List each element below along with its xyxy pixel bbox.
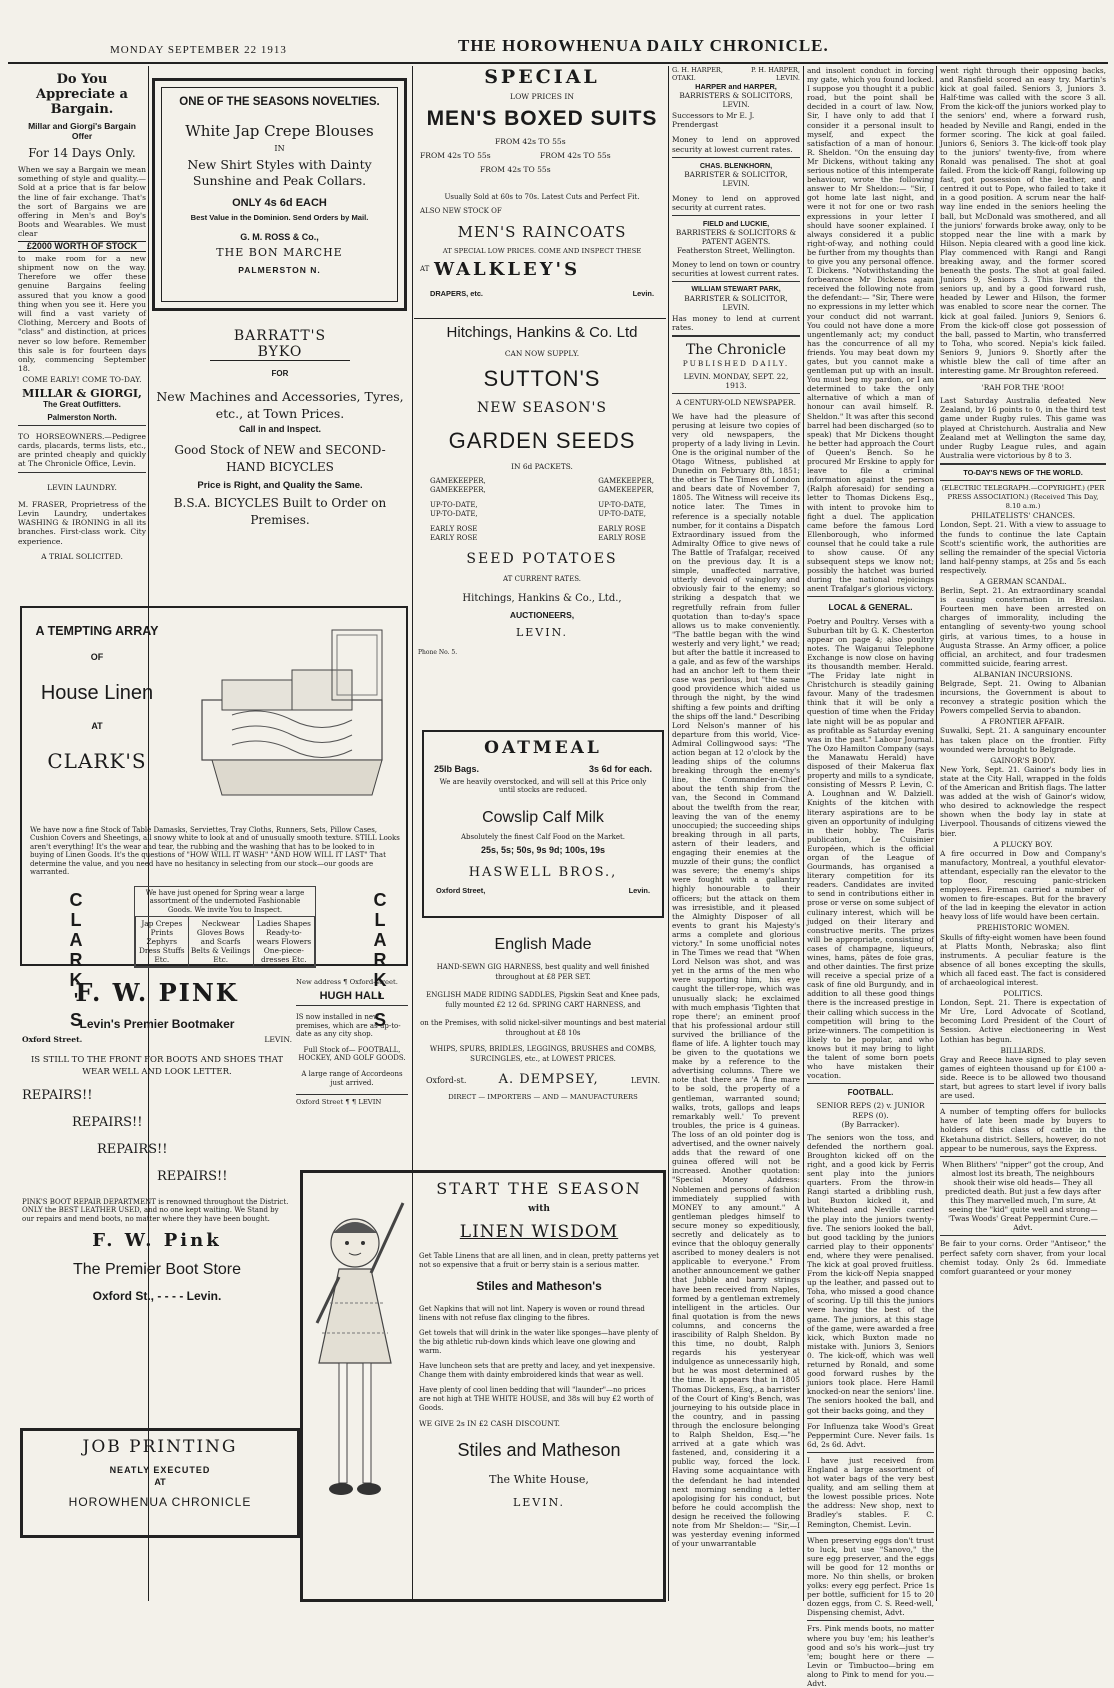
variety: EARLY ROSE	[430, 525, 478, 533]
clarks-opened: We have just opened for Spring wear a large assortment of the undernoted Fashionable Goods. We invite You to Inspect.	[145, 889, 305, 914]
politics-body: London, Sept. 21. There is expectation of Mr Ure, Lord Advocate of Scotland, becoming Lord President of the Court of Session. Active electioneering in West Lothian has begun.	[940, 998, 1106, 1044]
frontier-body: Suwalki, Sept. 21. A sanguinary encounter has taken place on the frontier. Fifty wounded were brought to Belgrade.	[940, 726, 1106, 754]
walkley-price: FROM 42s TO 55s	[495, 137, 566, 146]
walkley-suits: MEN'S BOXED SUITS	[426, 107, 658, 130]
clarks-goods-table	[135, 916, 315, 967]
prehistoric-head: PREHISTORIC WOMEN.	[976, 923, 1070, 933]
dempsey-foot: DIRECT — IMPORTERS — AND — MANUFACTURERS	[448, 1093, 638, 1101]
variety: EARLY ROSE	[430, 534, 478, 542]
frontier-head: A FRONTIER AFFAIR.	[981, 717, 1065, 727]
hitchings-garden: GARDEN SEEDS	[448, 428, 636, 453]
millar-town: Palmerston North.	[47, 412, 117, 422]
philatelists-head: PHILATELISTS' CHANCES.	[971, 511, 1075, 521]
chronicle-date: LEVIN. MONDAY, SEPT. 22, 1913.	[683, 372, 789, 391]
job-line3: AT	[154, 1477, 166, 1487]
girl-illustration	[305, 1193, 423, 1543]
football-body: The seniors won the toss, and defended the northern goal. Broughton kicked off on the right, and a good kick by Ferris sent play into the juniors quarters. From the throw-in Rangi started a dribbling rush, but Buxton kicked it, and Whitehead and Neville carried the play into the juniors twenty-five. The seniors looked the ball, but good tackling by the juniors carried play to their opponents' end, where they were penalised. The kick at goal proved fruitless. From the kick-off Nepia snapped up the leather, and passed out to Toha, who missed a good chance of scoring. Up till this the juniors were having the best of the game. The juniors, at this stage of the game, were awarded a free kick, which Buxton made no mistake with. Juniors 3, Seniors 0. The kick-off, which was well returned by Ronald, and some good forward rushes by the juniors took place. Here Hamil knocked-on near the seniors' line. The seniors hooked the ball, and got their backs going, and they	[807, 1132, 934, 1415]
blenkhorn-name: CHAS. BLENKHORN,	[699, 160, 773, 170]
byko-line4: B.S.A. BICYCLES Built to Order on Premises.	[173, 496, 387, 527]
pink-ad	[22, 978, 292, 1408]
masthead-title: THE HOROWHENUA DAILY CHRONICLE.	[458, 36, 829, 55]
walkley-drapers: DRAPERS, etc.	[430, 289, 483, 298]
billiards-body: Gray and Reece have signed to play seven games of eighteen thousand up for £100 a-side. Reece is to be allowed two thousand start, but agrees to start level if ivory balls are used.	[940, 1054, 1106, 1101]
stiles-content	[419, 1179, 659, 1509]
hitchings-seed: SEED POTATOES	[466, 551, 618, 567]
hitchings-auctioneers: AUCTIONEERS,	[509, 610, 575, 620]
stiles-town: LEVIN.	[512, 1496, 566, 1510]
bullocks-item: A number of tempting offers for bullocks have of late been made by buyers to holders of this class of cattle in the Eketahuna district. Sellers, however, do not appear to be numerous, says the Express.	[940, 1107, 1106, 1153]
hughhall-body-1: IS now installed in new premises, which are as up-to-date as any city shop.	[296, 1013, 401, 1039]
laundry-body: M. FRASER, Proprietress of the Levin Laundry, undertakes WASHING & IRONING in all its branches. First-class work. City experience.	[18, 499, 146, 546]
hughhall-addr: New address ¶ Oxford-street.	[296, 978, 398, 986]
hitchings-town: LEVIN.	[515, 626, 569, 639]
job-printing-ad	[20, 1428, 300, 1538]
pink-premier: The Premier Boot Store	[72, 1261, 242, 1279]
walkley-town: Levin.	[632, 289, 654, 298]
byko-ad	[155, 328, 405, 593]
pink-repairs-4: REPAIRS!!	[157, 1169, 228, 1184]
chronicle-daily: PUBLISHED DAILY.	[682, 359, 790, 369]
park-name: WILLIAM STEWART PARK,	[691, 285, 781, 293]
ross-shop: THE BON MARCHE	[216, 246, 343, 259]
harper-left: G. H. HARPER, OTAKI.	[672, 66, 723, 82]
world-news-wire: (ELECTRIC TELEGRAPH.—COPYRIGHT.) (PER PRESS ASSOCIATION.) (Received This Day, 8.10 a.m.)	[941, 484, 1105, 511]
plucky-body: A fire occurred in Dow and Company's manufactory, Montreal, a youthful elevator-attendant, especially ran the elevator to the top floor, rescuing panic-stricken employees. Fireman carried a number of women to fire-escapes. But for the bravery of the lad in keeping the elevator in action heavy loss of life would have been certain.	[940, 848, 1106, 922]
ross-line1: White Jap Crepe Blouses	[185, 122, 374, 140]
hitchings-name-2: Hitchings, Hankins & Co., Ltd.,	[462, 593, 622, 604]
pink-address	[22, 1035, 292, 1044]
stiles-name: Stiles and Matheson's	[476, 1279, 602, 1294]
stiles-start: START THE SEASON	[436, 1179, 642, 1198]
politics-head: POLITICS.	[1003, 989, 1043, 999]
chronicle-title: The Chronicle	[685, 342, 787, 359]
park-role: BARRISTER & SOLICITOR, LEVIN.	[684, 293, 788, 312]
football-continued: went right through their opposing backs, and Ransfield scored an easy try. Martin's kick at goal failed. Seniors 3, Juniors 3. Half-time was called with the score 3 all. From the kick-off the juniors worked play to the seniors' end, where a forward rush, headed by Neville and Rangi, ended in the former scoring. The kick at goal failed. Juniors 6, Seniors 3. The kick-off took play to the juniors' twenty-five, from where Ronald was penalised. The shot at goal failed. From the kick-off Rangi, following up fast, got possession of the leather, and centred it out to Pope, who failed to take it in a good position. A scrum near the half-way line ended in the seniors heeling the ball, but McDonald was smothered, and all the juniors' forwards broke away, only to be stopped near the line with a mark by Hilson. Nepia cleared with a good line kick. Play commenced with Rangi and Rangi breaking away, and the former scored beneath the posts. The shot at goal failed. Juniors 9, Seniors 3. This livened the seniors up, and by a good forward rush, headed by Lewer and Hilson, the former was enabled to score near the corner. The kick at goal failed. Juniors 9, Seniors 6. From the kick-off close got possession of the ball, passed to Martin, who transferred to Toha, who scored. Nepia's kick failed. Seniors 9, Juniors 9. Shortly after the whistle blew the call of time after an interesting game. Mr Broughton refereed.	[940, 66, 1106, 376]
stiles-body-3: Get towels that will drink in the water like sponges—have plenty of the big athletic rub-down kinds which leave one glowing and warm.	[419, 1329, 659, 1355]
haswell-street: Oxford Street,	[436, 885, 486, 895]
dempsey-body-3: on the Premises, with solid nickel-silver mountings and best material throughout at £8 10s	[420, 1019, 666, 1037]
haswell-bags: 25lb Bags.	[434, 764, 480, 774]
linen-illustration	[182, 620, 402, 820]
ross-best: Best Value in the Dominion. Send Orders by Mail.	[190, 213, 369, 222]
millar-giorgi-ad	[18, 72, 146, 572]
pink-repairs-1: REPAIRS!!	[22, 1088, 93, 1103]
advt-influenza: For Influenza take Wood's Great Peppermint Cure. Never fails. 1s 6d, 2s 6d. Advt.	[807, 1421, 934, 1449]
advt-remington: I have just received from England a large assortment of hot water bags of the very best quality, and am selling them at the lowest possible prices. Note the address: New shop, next to Bradley's stables. F. C. Remington, Chemist. Levin.	[807, 1455, 934, 1529]
byko-line1: New Machines and Accessories, Tyres, etc., at Town Prices.	[156, 389, 404, 421]
harper-right: P. H. HARPER, LEVIN.	[750, 66, 800, 82]
masthead	[0, 0, 1114, 64]
park-money: Has money to lend at current rates.	[672, 313, 800, 333]
job-line2: NEATLY EXECUTED	[109, 1465, 211, 1475]
stiles-discount: WE GIVE 2s IN £2 CASH DISCOUNT.	[419, 1419, 560, 1429]
walkley-price: FROM 42s TO 55s	[480, 165, 551, 174]
dempsey-town: LEVIN.	[630, 1076, 660, 1085]
scandal-body: Berlin, Sept. 21. An extraordinary scandal is causing consternation in Breslau. Fourteen men have been arrested on charges of immorality, including the entangling of seventy-two young school girls, at various times, to a house in Augusta Strasse. An Army officer, a police official, an architect, and four tradesmen committed suicide, fearing arrest.	[940, 586, 1106, 668]
variety: UP-TO-DATE,	[430, 501, 478, 509]
hitchings-name: Hitchings, Hankins & Co. Ltd	[446, 324, 638, 341]
news-body: We have had the pleasure of perusing at leisure two copies of very old newspapers, the property of a lady living in Levin. One is the original number of the Otago Witness, published at Dunedin on February 8th, 1851; the other is The Times of London and bears date of November 7, 1805. The Witness will receive its notice later. The Times in reference is a specially notable number, for it contains a Dispatch Extraordinary issued from the Admiralty Office to give news of The Battle of Trafalgar, received on the previous day. It is a simple, unaffected narrative, utterly devoid of vainglory and obviously fair to the enemy; so striking a despatch that we regretfully refrain from fuller quotation than to-day's space allows us to make conveniently. "The battle began with the wind westerly and very light," we read; but after the battle it increased to a gale, and as few of the warships had an anchor left to them their case was perilous, but "the same good providence which aided us through the night, by the wind shifting a few points and drifting the ships off the land." Describing Lord Nelson's manner of his departure from this world, Vice-Admiral Collingwood says: "The action began at 12 o'clock by the leading ships of the columns breaking through the enemy's line, the Commander-in-Chief about the tenth ship from the van, the Second in Command about the twelfth from the rear, leaving the van of the enemy unoccupied; the succeeding ships breaking through in all parts, astern of their leaders, and engaging their enemies at the muzzle of their guns; the conflict was severe; the enemy's ships were fought with a gallantry highly honourable to their officers; but the attack on them was irresistible, and it pleased the Almighty Disposer of all events to grant his Majesty's arms a complete and glorious victory." In some unofficial notes in The Times we read that "When Lord Nelson was shot, and was yet in the arms of the men who were supporting him, his eye caught the tiller-rope, which was unusually slack; he exclaimed with much emphasis 'Tighten that rope there'; an eminent proof that his professional ardour still survived the brilliance of the flame of life. A lighter touch may be given to the quotations we make by a reference to the advertising columns. There we note that there are 'A fine mare to be sold, the property of a gentleman, warranted sound; walks, trots, gallops and leaps remarkably well.' To prevent troubles, the price is 4 guineas. The loss of an old pointer dog is advertised, and the owner naively adds that the reward of one guinea offered will not be increased. Another quotation: "Special Money Address: Noblemen and persons of fashion immediately supplied with MONEY to any amount." A gentleman pledges himself to secure money so expeditiously, secretly and delicately as to evince that the obloquy generally ascribed to money dealers is not applicable to everyone." From another announcement we gather that Jubble and barry strings have been received from Naples, formed by a gentleman extremely intelligent in the articles. Our final quotation is from the news columns, and concerns the irascibility of Ralph Sheldon. By this time, no doubt, Ralph regards his yesteryear indulgence as unnecessarily high, but he was most determined at the time. It appears that in 1805 Thomas Dickens, Esq., a barrister of the Court of King's Bench, was journeying to his outside place in the country, and in passing through the enclosure belonging to Ralph Sheldon, Esq.—"he arrived at a gate which was fastened, and, considering it a public way, forced the lock. Having some acquaintance with the defendant he had intended next morning sending a letter apologising for his conduct, but before he could accomplish the design he received the following note from Mr Sheldon:— "Sir,—I was yesterday evening informed of your unwarrantable	[672, 411, 800, 1549]
hitchings-packets: IN 6d PACKETS.	[511, 462, 573, 471]
pink-street: Oxford Street.	[22, 1035, 83, 1044]
albanian-body: Belgrade, Sept. 21. Owing to Albanian incursions, the Government is about to reconvey a strategic position which the Powers compelled Servia to abandon.	[940, 679, 1106, 716]
clarks-side-right: CLARK'S	[370, 890, 390, 1030]
clarks-line1: A TEMPTING ARRAY	[35, 624, 159, 638]
hughhall-foot: Oxford Street ¶ ¶ LEVIN	[296, 1098, 382, 1107]
masthead-rule	[8, 62, 1108, 64]
variety: EARLY ROSE	[598, 525, 646, 533]
pink-repair-dept: PINK'S BOOT REPAIR DEPARTMENT is renowned throughout the District. ONLY the BEST LEATHER USED, and no one kept waiting. We Stand by our repairs and mend boots, no matter where they have been bought.	[22, 1198, 289, 1223]
millar-body: When we say a Bargain we mean something of style and quality.—Sold at a price that is far below the line of fair exchange. That's the sort of Bargains we are offering in Men's and Boy's Boots and Wearables. We must clear	[18, 165, 146, 239]
ross-name: G. M. ROSS & Co.,	[240, 232, 319, 242]
stiles-with: with	[528, 1204, 550, 1214]
walkley-raincoats: MEN'S RAINCOATS	[457, 223, 627, 241]
pink-oxford: Oxford St., - - - - Levin.	[92, 1289, 222, 1304]
job-line1: JOB PRINTING	[82, 1437, 238, 1457]
harper-successors: Successors to Mr E. J. Prendergast	[672, 111, 755, 130]
stiles-linen: LINEN WISDOM	[459, 1222, 619, 1242]
blenkhorn-money: Money to lend on approved security at current rates.	[672, 193, 800, 213]
walkley-footer	[420, 289, 664, 298]
clarks-line5: CLARK'S	[47, 749, 147, 773]
walkley-special-prices: AT SPECIAL LOW PRICES. COME AND INSPECT THESE	[442, 247, 642, 255]
dempsey-body-1: HAND-SEWN GIG HARNESS, best quality and well finished throughout at £8 PER SET.	[436, 963, 650, 981]
walkley-low: LOW PRICES IN	[510, 92, 574, 101]
laundry-trial: A TRIAL SOLICITED.	[41, 551, 123, 561]
pink-name: F. W. PINK	[75, 978, 239, 1007]
haswell-cow-body: Absolutely the finest Calf Food on the Market.	[460, 832, 626, 841]
hughhall-body-3: A large range of Accordeons just arrived.	[301, 1069, 403, 1087]
walkley-ad	[420, 66, 664, 316]
walkley-name: WALKLEY'S	[434, 259, 581, 280]
gainor-body: New York, Sept. 21. Gainor's body lies in state at the City Hall, wrapped in the folds of the American and British flags. The latter was added at the wish of Gainor's widow, who desired to acknowledge the respect shown when the body lay in state at Liverpool. Thousands of citizens viewed the bier.	[940, 764, 1106, 838]
hitchings-ad	[418, 324, 666, 714]
variety: GAMEKEEPER,	[598, 486, 654, 494]
local-body: Poetry and Poultry. Verses with a Suburban tilt by G. K. Chesterton appear on page 4; also poultry notes. The Waiganui Telephone Exchange is now close on having its thousandth member. Herald. "The Friday late night in Christchurch is steadily gaining favour. Many of the tradesmen think that it will be only a question of time when the Friday late night will be as popular and as profitable as Saturday evening was in the past." Labour Journal. The Ozo Hamilton Company (says the Manawatu Herald) have disposed of their Makerua flax property and mills to a syndicate, consisting of Messrs P. Levin, C. A. Loughnan and W. Dalziell. Knights of the kitchen with literary aspirations are to be given an opportunity of indulging in their hobby. The Paris publication, Le Cuisinier Européen, which is the official organ of the League of Gourmands, has organised a literary competition for its readers. Candidates are invited to send in contributions either in prose or verse on some subject of culinary interest, which will be judged on their literary and constructive merits. The prizes will be appropriate, consisting of cases of champagne, liqueurs, wines, hams, pâtes de foie gras, and other dainties. The first prize will receive a special prize of a cask of fine old Burgundy, and in addition to all these good things there is the increased prestige in their calling which success in the competition will bring to the prize-winners. The competition is likely to be popular, and who knows but it may bring to light the talent of some born poets who have mistaken their vocation.	[807, 616, 934, 1081]
news-continued: and insolent conduct in forcing my gate, which you found locked. I suppose you thought it a public road, but the point shall be decided in a court of law. Now, Sir, I have only to add that I consider it a personal insult to myself, and expect the satisfaction of a man of honour. R. Sheldon. "On the ensuing day Mr Dickens, without taking any serious notice of this intemperate behaviour, wrote the following answer to Mr Sheldon:— "Sir, I got home late last night, and were it not for one or two rash expressions in your letter I should have sooner explained. I always considered it a public right-of-way, and nothing could be further from my thoughts than to give you any personal offence. T. Dickens. "Notwithstanding the forbearance Mr Dickens again received the following note from the defendant:— "Sir, There were no expressions in my letter which your conduct did not warrant. You could not have done a more ungentlemanly act; my conduct has the concurrence of all my friends. You may beat down my gates, but you cannot make a gentleman put up with an insult. You must beg my pardon, or I am determined to take the only alternative of which a man of honour can avail himself. R. Sheldon." It was after this second barrel had been discharged (so to speak) that Mr Dickens thought he better had approach the Court of Queen's Bench. So he procured Mr Erskine to apply for leave to file a criminal information against the person (Ralph aforesaid) for sending a letter to Thomas Dickens Esq., with intent to provoke him to fight a duel. The application came before the famous Lord Ellenborough, who informed counsel that he could take a rule to show cause. Of any subsequent steps we know not; possibly the hatchet was buried during the national rejoicings anent Trafalgar's glorious victory.	[807, 66, 934, 594]
ross-ad	[152, 78, 407, 311]
haswell-name: HASWELL BROS.,	[468, 864, 618, 880]
pink-repairs-2: REPAIRS!!	[72, 1115, 143, 1130]
plucky-head: A PLUCKY BOY.	[993, 839, 1053, 849]
pink-body: IS STILL TO THE FRONT FOR BOOTS AND SHOES THAT WEAR WELL AND LOOK LETTER.	[30, 1055, 284, 1077]
football-sub: SENIOR REPS (2) v. JUNIOR REPS (0).	[816, 1101, 925, 1120]
byko-for: FOR	[271, 369, 289, 378]
billiards-head: BILLIARDS.	[1000, 1045, 1046, 1055]
column-rule	[936, 66, 937, 1601]
ross-price: ONLY 4s 6d EACH	[232, 197, 327, 209]
stiles-body-2: Get Napkins that will not lint. Napery is woven or round thread linens with not refuse flax clinging to the fibres.	[419, 1305, 645, 1322]
pink-town: LEVIN.	[264, 1035, 292, 1044]
dempsey-ad	[420, 936, 666, 1156]
football-head: FOOTBALL.	[847, 1088, 894, 1098]
clarks-spring-box	[134, 886, 316, 968]
haswell-address	[436, 886, 650, 895]
local-head: LOCAL & GENERAL.	[828, 602, 913, 613]
hitchings-current: AT CURRENT RATES.	[503, 575, 581, 583]
ross-line3: New Shirt Styles with Dainty Sunshine and Peak Collars.	[187, 157, 372, 188]
variety: GAMEKEEPER,	[430, 477, 486, 485]
stiles-house: The White House,	[489, 1473, 589, 1487]
millar-outfitters: The Great Outfitters.	[43, 399, 121, 409]
clarks-goods-cell: Neckwear Gloves Bows and Scarfs Belts & Veilings Etc.	[188, 917, 253, 967]
advt-pink: Frs. Pink mends boots, no matter where you buy 'em; his leather's good and so's his work—just try 'em; bought here or there —Levin or Timbuctoo—bring em along to Pink to mend for you.— Advt.	[807, 1624, 934, 1688]
ross-line2: IN	[274, 144, 285, 153]
walkley-special: SPECIAL	[484, 66, 600, 88]
masthead-date: MONDAY SEPTEMBER 22 1913	[110, 44, 287, 56]
stiles-ad	[300, 1170, 666, 1602]
clarks-line4: AT	[91, 721, 103, 731]
hitchings-suttons: SUTTON'S	[483, 366, 601, 391]
clarks-goods-cell: Jap Crepes Prints Zephyrs Dress Stuffs Etc.	[136, 917, 189, 967]
field-name: FIELD and LUCKIE,	[702, 219, 770, 229]
hitchings-varieties	[430, 477, 654, 543]
column-4	[672, 66, 800, 1602]
job-line4: HOROWHENUA CHRONICLE	[68, 1495, 252, 1509]
laundry-title: LEVIN LAUNDRY.	[47, 482, 117, 492]
millar-stock: £2000 WORTH OF STOCK	[18, 241, 146, 252]
stiles-body-5: Have plenty of cool linen bedding that will "launder"—no prices are not high at THE WHITE HOUSE, and 38s will buy £2 worth of Goods.	[419, 1386, 654, 1412]
field-address: Featherston Street, Wellington.	[677, 246, 795, 256]
haswell-ad	[422, 730, 664, 918]
byko-line3: Price is Right, and Quality the Same.	[197, 480, 363, 491]
harper-role: BARRISTERS & SOLICITORS, LEVIN.	[679, 91, 793, 110]
haswell-prices: 25s, 5s; 50s, 9s 9d; 100s, 19s	[480, 844, 606, 855]
haswell-town: Levin.	[628, 885, 650, 895]
dempsey-english: English Made	[494, 936, 592, 953]
prehistoric-body: Skulls of fifty-eight women have been found at Platts Month, Nebraska; also flint instruments. A peculiar feature is the absence of all bones excepting the skulls, which all faced east. The fact is considered of archaeological interest.	[940, 932, 1106, 987]
blithers-verse: When Blithers' "nipper" got the croup, And almost lost its breath, The neighbours shook their wise old heads— They all predicted death. But just a few days after this They marvelled much, I'm sure, At seeing the "kid" quite well and strong— 'Twas Woods' Great Peppermint Cure.—Advt.	[942, 1159, 1104, 1233]
roo-head: 'RAH FOR THE 'ROO!	[981, 383, 1065, 393]
albanian-head: ALBANIAN INCURSIONS.	[973, 669, 1073, 679]
walkley-price: FROM 42s TO 55s	[540, 151, 611, 160]
variety: GAMEKEEPER,	[430, 486, 486, 494]
antiseor-advt: Be fair to your corns. Order "Antiseor," the perfect safety corn shaver, from your local chemist today. Only 2s 6d. Immediate comfort guaranteed or your money	[940, 1239, 1106, 1276]
haswell-body: We are heavily overstocked, and will sell at this Price only until stocks are reduced.	[439, 778, 647, 795]
news-head: A CENTURY-OLD NEWSPAPER.	[676, 398, 796, 408]
walkley-at: AT	[420, 265, 430, 273]
football-by: (By Barracker).	[841, 1119, 900, 1129]
horseowners-notice: TO HORSEOWNERS.—Pedigree cards, placards, terms lists, etc., are printed cheaply and quickly at The Chronicle Office, Levin.	[18, 431, 146, 469]
dempsey-body-2: ENGLISH MADE RIDING SADDLES, Pigskin Seat and Knee pads, fully mounted £2 12 6d. SPRING CART HARNESS, and	[426, 991, 660, 1009]
column-5	[807, 66, 934, 1688]
hughhall-name: HUGH HALL	[319, 990, 385, 1002]
gainor-head: GAINOR'S BODY.	[990, 755, 1056, 765]
stiles-body-4: Have luncheon sets that are pretty and lacey, and yet inexpensive. Change them with dainty embroidered kinds that wear as well.	[419, 1362, 655, 1379]
haswell-cowslip: Cowslip Calf Milk	[482, 808, 604, 826]
pink-name-2: F. W. Pink	[92, 1230, 222, 1252]
field-money: Money to lend on town or country securities at lowest current rates.	[672, 259, 800, 278]
clarks-line2: OF	[90, 652, 104, 662]
pink-sub: Levin's Premier Bootmaker	[79, 1017, 235, 1031]
millar-subtitle: Millar and Giorgi's Bargain Offer	[28, 121, 136, 141]
byko-head: BARRATT'S BYKO	[210, 328, 350, 361]
clarks-side-left: CLARK'S	[66, 890, 86, 1030]
walkley-usually: Usually Sold at 60s to 70s. Latest Cuts and Perfect Fit.	[444, 193, 640, 201]
clarks-body: We have now a fine Stock of Table Damasks, Serviettes, Tray Cloths, Runners, Sets, Pillow Cases, Cushion Covers and Sheetings, all snowy white to look at and of unusually smooth texture. STILL Looks aren't everything! It's the wear and tear, the rubbing and the washing that has to be looked to in buying of Linen Goods. It's the questions of "HOW WILL IT WASH" "AND HOW WILL IT LAST" That determine the value, and you need have no hesitancy in selecting from our stock—our goods are warranted.	[30, 826, 400, 877]
dempsey-body-4: WHIPS, SPURS, BRIDLES, LEGGINGS, BRUSHES and COMBS, SURCINGLES, etc., at LOWEST PRICES.	[429, 1045, 657, 1063]
haswell-oatmeal: OATMEAL	[484, 738, 602, 758]
philatelists-body: London, Sept. 21. With a view to assuage to the funds to continue the late Captain Scott's scientific work, the authorities are selling the remainder of the special Victoria land half-penny stamps, at 25s and 5s each respectively.	[940, 520, 1106, 575]
variety: EARLY ROSE	[598, 534, 646, 542]
stiles-body-1: Get Table Linens that are all linen, and in clean, pretty patterns yet not so expensive that a fruit or berry stain is a serious matter.	[419, 1252, 659, 1269]
hitchings-new: NEW SEASON'S	[477, 400, 607, 416]
world-news-head: TO-DAY'S NEWS OF THE WORLD.	[963, 467, 1083, 477]
haswell-price-row	[434, 764, 652, 774]
scandal-head: A GERMAN SCANDAL.	[979, 576, 1067, 586]
millar-body-2: to make room for a new shipment now on the way. Therefore we offer these genuine Bargains feeling assured that you know a good thing when you see it. Here you will find a vast variety of Clothing, Mercery and Boots of "class" and distinction, at prices never so low before. Remember this sale is for fourteen days only, commencing September 18.	[18, 253, 146, 374]
harper-locations	[672, 66, 800, 82]
blenkhorn-role: BARRISTER & SOLICITOR, LEVIN.	[684, 169, 788, 188]
dempsey-signature	[426, 1072, 660, 1087]
clarks-goods-cell: Ladies Shapes Ready-to-wears Flowers One-piece-dresses Etc.	[253, 917, 314, 967]
hitchings-phone: Phone No. 5.	[418, 649, 458, 656]
stiles-name-2: Stiles and Matheson	[457, 1440, 621, 1461]
walkley-signature	[420, 259, 664, 289]
byko-call: Call in and Inspect.	[238, 424, 321, 434]
column-rule	[668, 66, 669, 1601]
clarks-heading	[22, 608, 172, 828]
column-rule	[803, 66, 804, 1601]
byko-line2: Good Stock of NEW and SECOND-HAND BICYCLES	[174, 443, 386, 474]
harper-money: Money to lend on approved security at lowest current rates.	[672, 135, 800, 154]
walkley-prices	[420, 137, 664, 193]
harper-name: HARPER and HARPER,	[695, 82, 777, 91]
millar-days: For 14 Days Only.	[28, 146, 136, 160]
clarks-line3: House Linen	[40, 682, 154, 704]
hughhall-ad	[296, 978, 408, 1200]
millar-name: MILLAR & GIORGI,	[22, 386, 142, 400]
millar-come-early: COME EARLY! COME TO-DAY.	[22, 375, 142, 385]
advt-sanovo: When preserving eggs don't trust to luck, but use "Sanovo," the sure egg preserver, and the eggs will be good for 12 months or more. No thin shells, or broken yolks: every egg perfect. Price 1s per bottle, sufficient for 15 to 20 dozen eggs, from C. S. Reed-well, Dispensing chemist, Advt.	[807, 1535, 934, 1618]
millar-title: Do You Appreciate a Bargain.	[36, 72, 128, 117]
walkley-also: ALSO NEW STOCK OF	[420, 207, 502, 215]
roo-body: Last Saturday Australia defeated New Zealand, by 16 points to 0, in the third test game under Rugby rules. This game was played at Christchurch. Australia and New Zealand met at Wellington the same day, under Rugby League rules, and again Australia were victorious by 8 to 3.	[940, 396, 1106, 460]
column-6	[940, 66, 1106, 1602]
hughhall-body-2: Full Stock of— FOOTBALL, HOCKEY, AND GOLF GOODS.	[298, 1045, 406, 1063]
haswell-price: 3s 6d for each.	[588, 764, 652, 774]
ross-town: PALMERSTON N.	[238, 265, 321, 275]
hitchings-supply: CAN NOW SUPPLY.	[504, 349, 580, 358]
variety: GAMEKEEPER,	[598, 477, 654, 485]
variety: UP-TO-DATE,	[598, 510, 646, 518]
dempsey-street: Oxford-st.	[426, 1076, 467, 1085]
field-role: BARRISTERS & SOLICITORS & PATENT AGENTS.	[675, 228, 797, 247]
dempsey-name: A. DEMPSEY,	[498, 1072, 599, 1087]
variety: UP-TO-DATE,	[430, 510, 478, 518]
variety: UP-TO-DATE,	[598, 501, 646, 509]
walkley-price: FROM 42s TO 55s	[420, 151, 491, 160]
pink-repairs-3: REPAIRS!!	[97, 1142, 168, 1157]
ross-head: ONE OF THE SEASONS NOVELTIES.	[179, 96, 380, 108]
